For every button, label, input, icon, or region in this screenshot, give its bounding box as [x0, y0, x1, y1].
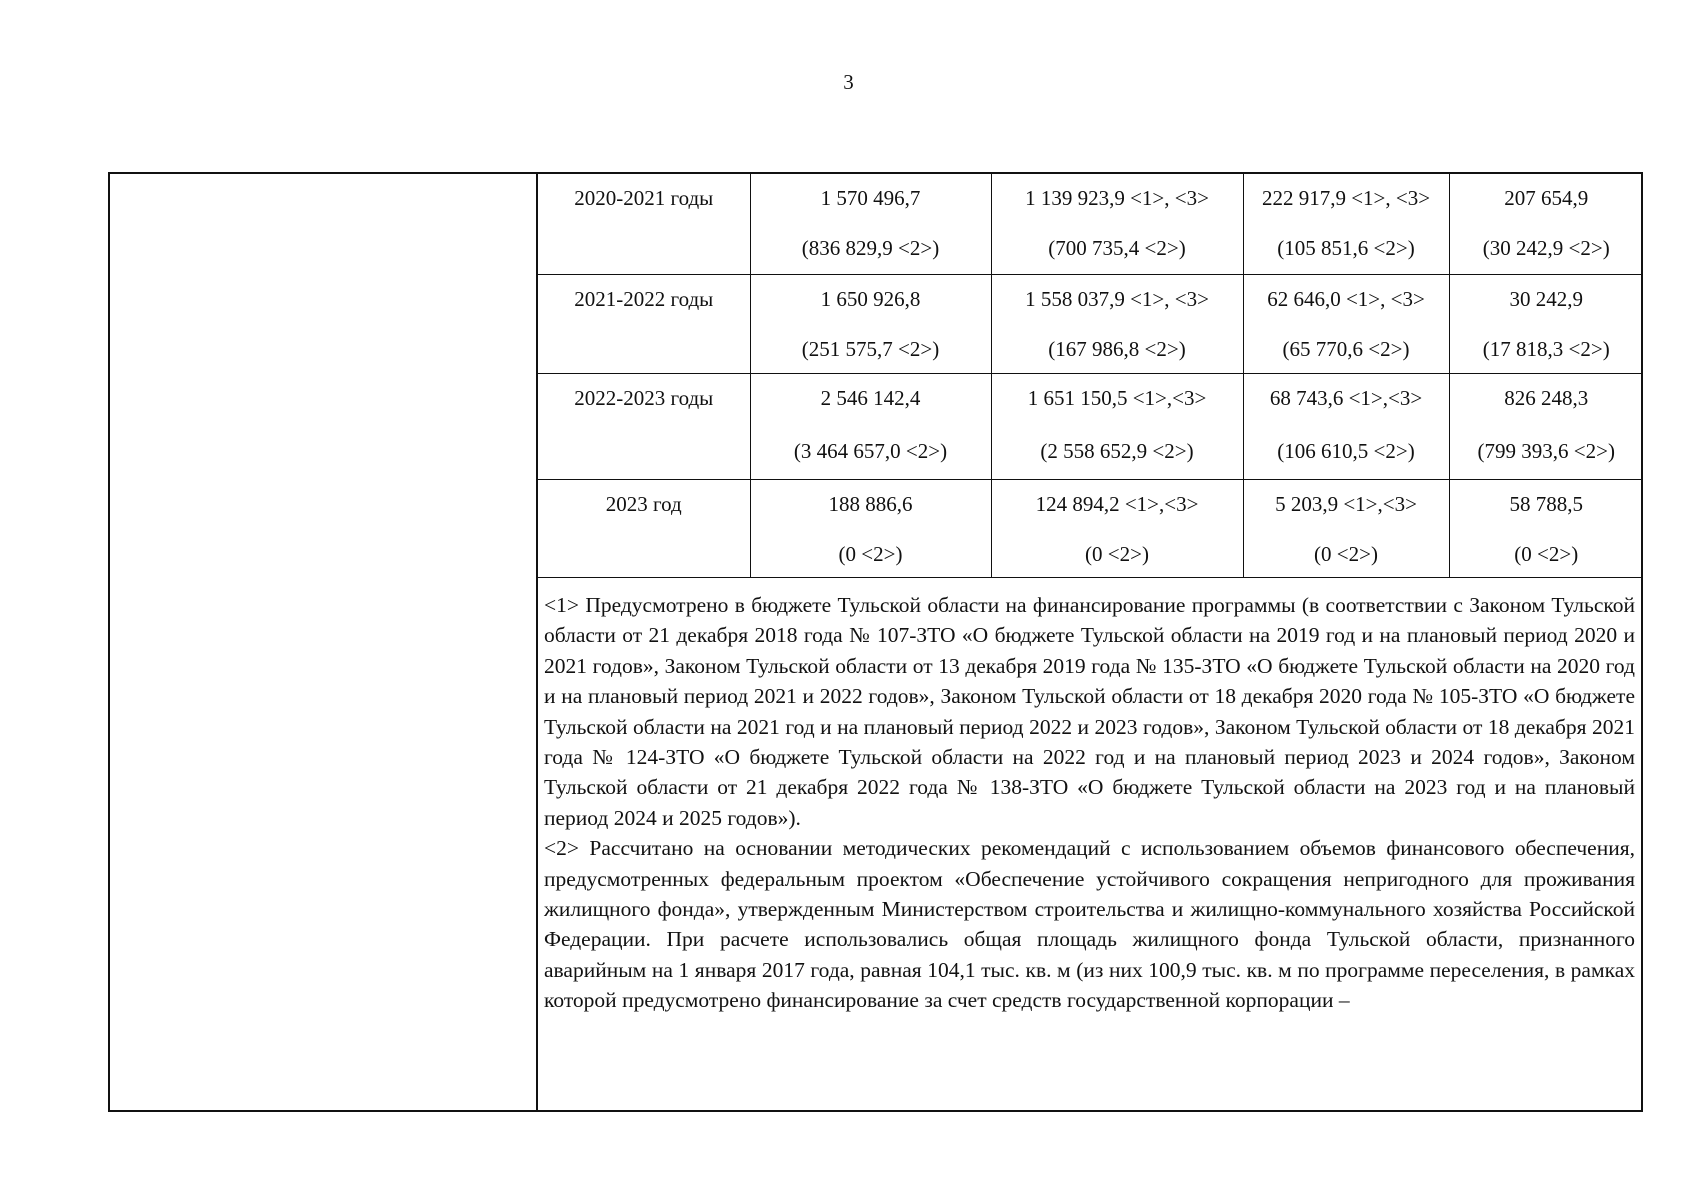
- value-cell: 124 894,2 <1>,<3> (0 <2>): [991, 479, 1243, 577]
- value-cell: 2 546 142,4 (3 464 657,0 <2>): [750, 373, 991, 479]
- footnote-2: <2> Рассчитано на основании методических рекомендаций с использованием объемов финансового обеспечения, предусмотренных федеральным проектом «Обеспечение устойчивого сокращения непригодного для проживания жилищного фонда», утвержденным Министерством строительства и жилищно-коммунального хозяйства Российской Федерации. При расчете использовались общая площадь жилищного фонда Тульской области, признанного аварийным на 1 января 2017 года, равная 104,1 тыс. кв. м (из них 100,9 тыс. кв. м по программе переселения, в рамках которой предусмотрено финансирование за счет средств государственной корпорации –: [544, 836, 1635, 1013]
- document-table-frame: [108, 172, 1643, 1112]
- left-blank-column: [110, 174, 538, 1110]
- value-cell: 222 917,9 <1>, <3> (105 851,6 <2>): [1243, 174, 1449, 274]
- value-cell: 1 558 037,9 <1>, <3> (167 986,8 <2>): [991, 274, 1243, 373]
- value-cell: 30 242,9 (17 818,3 <2>): [1449, 274, 1643, 373]
- period-cell: 2021-2022 годы: [538, 274, 750, 373]
- value-cell: 207 654,9 (30 242,9 <2>): [1449, 174, 1643, 274]
- value-cell: 1 570 496,7 (836 829,9 <2>): [750, 174, 991, 274]
- period-cell: 2023 год: [538, 479, 750, 577]
- table-row: [538, 373, 1643, 479]
- value-cell: 826 248,3 (799 393,6 <2>): [1449, 373, 1643, 479]
- financing-table: [538, 174, 1643, 578]
- footnote-1: <1> Предусмотрено в бюджете Тульской области на финансирование программы (в соответствии с Законом Тульской области от 21 декабря 2018 года № 107-ЗТО «О бюджете Тульской области на 2019 год и на плановый период 2020 и 2021 годов», Законом Тульской области от 13 декабря 2019 года № 135-ЗТО «О бюджете Тульской области на 2020 год и на плановый период 2021 и 2022 годов», Законом Тульской области от 18 декабря 2020 года № 105-ЗТО «О бюджете Тульской области на 2021 год и на плановый период 2022 и 2023 годов», Законом Тульской области от 18 декабря 2021 года № 124-ЗТО «О бюджете Тульской области на 2022 год и на плановый период 2023 и 2024 годов», Законом Тульской области от 21 декабря 2022 года № 138-ЗТО «О бюджете Тульской области на 2023 год и на плановый период 2024 и 2025 годов»).: [544, 593, 1635, 830]
- period-cell: 2020-2021 годы: [538, 174, 750, 274]
- footnotes-block: [538, 577, 1643, 1112]
- value-cell: 1 651 150,5 <1>,<3> (2 558 652,9 <2>): [991, 373, 1243, 479]
- page-number: 3: [843, 70, 854, 94]
- table-row: [538, 174, 1643, 274]
- value-cell: 68 743,6 <1>,<3> (106 610,5 <2>): [1243, 373, 1449, 479]
- period-cell: 2022-2023 годы: [538, 373, 750, 479]
- value-cell: 58 788,5 (0 <2>): [1449, 479, 1643, 577]
- value-cell: 188 886,6 (0 <2>): [750, 479, 991, 577]
- value-cell: 5 203,9 <1>,<3> (0 <2>): [1243, 479, 1449, 577]
- table-row: [538, 479, 1643, 577]
- value-cell: 1 650 926,8 (251 575,7 <2>): [750, 274, 991, 373]
- value-cell: 62 646,0 <1>, <3> (65 770,6 <2>): [1243, 274, 1449, 373]
- value-cell: 1 139 923,9 <1>, <3> (700 735,4 <2>): [991, 174, 1243, 274]
- table-row: [538, 274, 1643, 373]
